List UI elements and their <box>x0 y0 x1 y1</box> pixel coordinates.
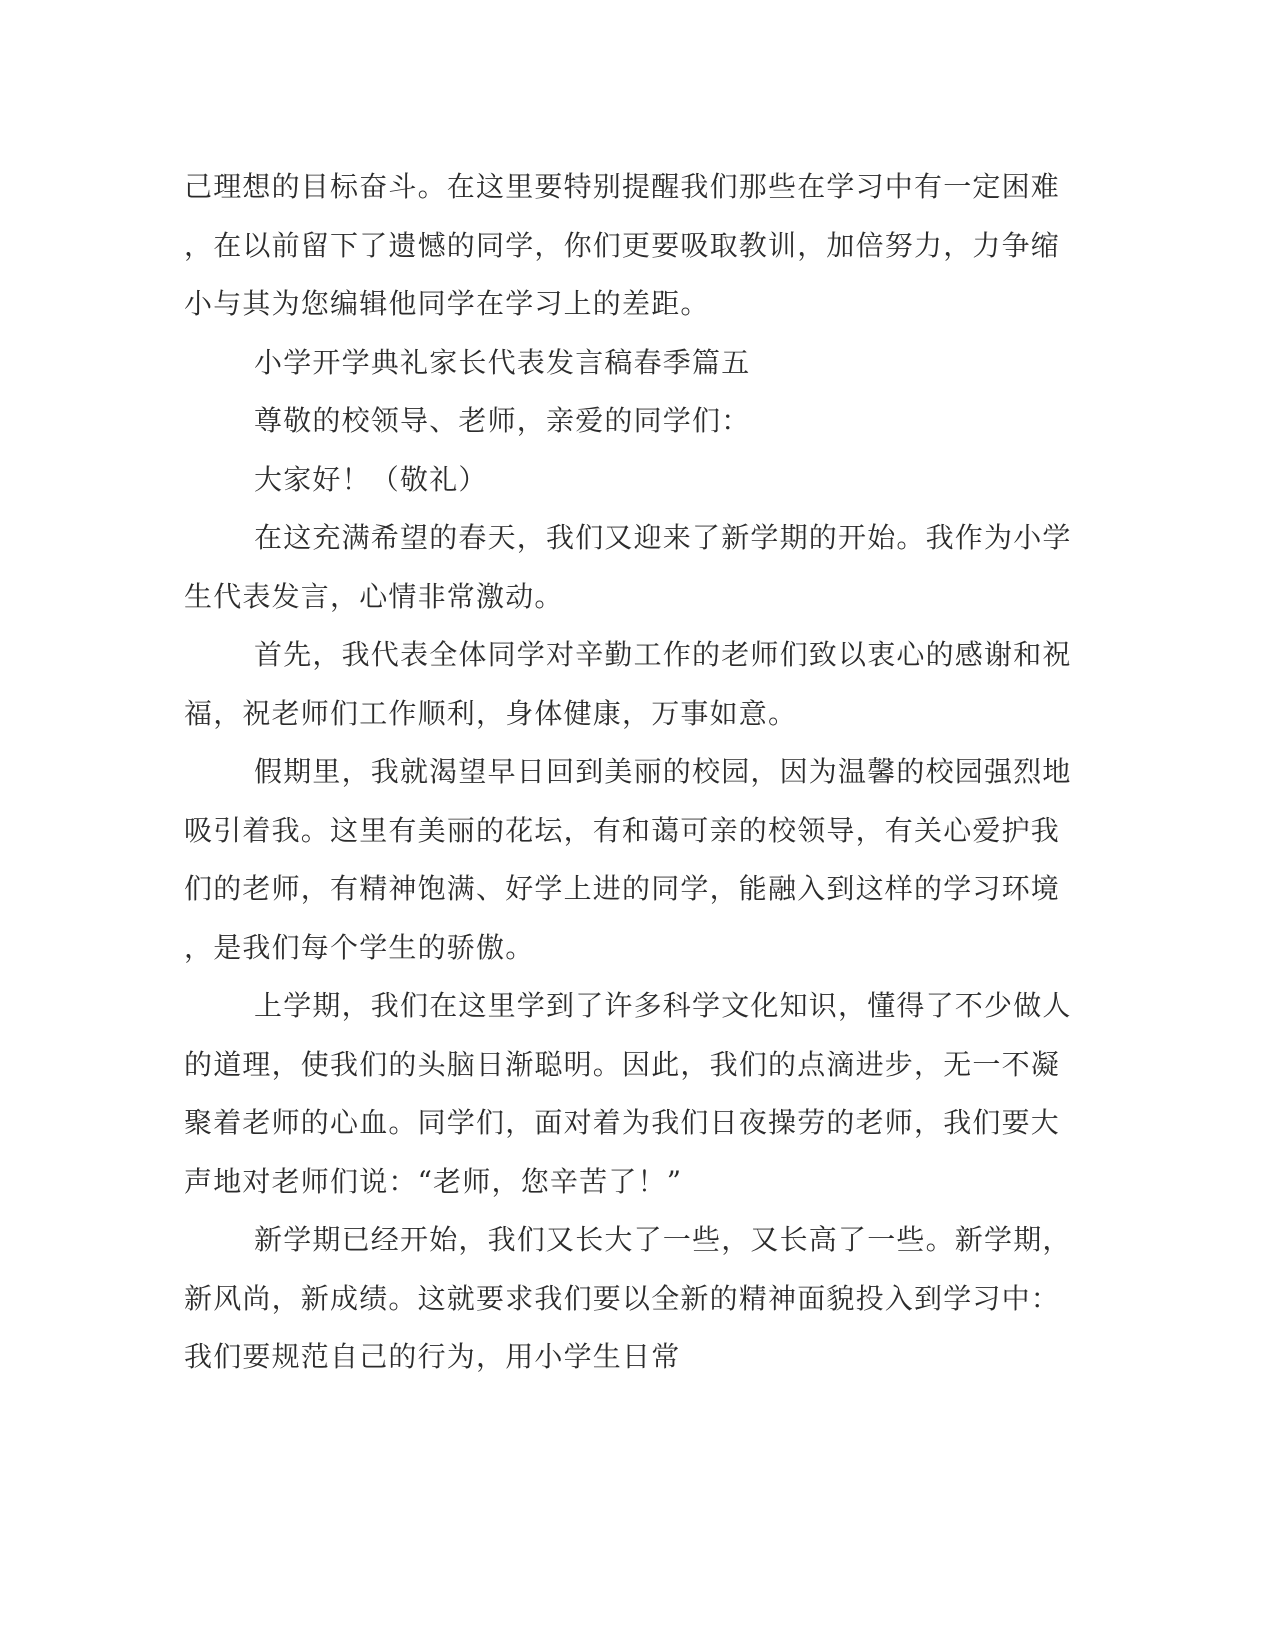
text-line: 新风尚，新成绩。这就要求我们要以全新的精神面貌投入到学习中： <box>184 1281 1061 1315</box>
body-text <box>184 158 1072 1387</box>
text-line: 们的老师，有精神饱满、好学上进的同学，能融入到这样的学习环境 <box>184 872 1061 905</box>
text-line: 新学期已经开始，我们又长大了一些，又长高了一些。新学期， <box>254 1223 1072 1256</box>
salutation: 尊敬的校领导、老师，亲爱的同学们： <box>254 404 751 437</box>
text-line: 的道理，使我们的头脑日渐聪明。因此，我们的点滴进步，无一不凝 <box>184 1047 1061 1081</box>
text-line: ，在以前留下了遗憾的同学，你们更要吸取教训，加倍努力，力争缩 <box>184 228 1061 262</box>
text-line: 我们要规范自己的行为，用小学生日常 <box>184 1340 681 1373</box>
section-heading: 小学开学典礼家长代表发言稿春季篇五 <box>254 345 751 379</box>
text-line: 首先，我代表全体同学对辛勤工作的老师们致以衷心的感谢和祝 <box>254 638 1072 671</box>
text-line: 生代表发言，心情非常激动。 <box>184 579 564 613</box>
text-line: 在这充满希望的春天，我们又迎来了新学期的开始。我作为小学 <box>254 521 1072 554</box>
text-line: 假期里，我就渴望早日回到美丽的校园，因为温馨的校园强烈地 <box>254 755 1072 788</box>
text-line: 声地对老师们说：“老师，您辛苦了！” <box>184 1164 683 1198</box>
text-line: 吸引着我。这里有美丽的花坛，有和蔼可亲的校领导，有关心爱护我 <box>184 813 1061 847</box>
text-line: 上学期，我们在这里学到了许多科学文化知识，懂得了不少做人 <box>254 989 1072 1022</box>
text-line: 己理想的目标奋斗。在这里要特别提醒我们那些在学习中有一定困难 <box>184 170 1061 203</box>
greeting: 大家好！（敬礼） <box>254 462 488 496</box>
text-line: 聚着老师的心血。同学们，面对着为我们日夜操劳的老师，我们要大 <box>184 1106 1061 1139</box>
text-line: 福，祝老师们工作顺利，身体健康，万事如意。 <box>184 696 798 730</box>
text-line: 小与其为您编辑他同学在学习上的差距。 <box>184 287 710 320</box>
text-line: ，是我们每个学生的骄傲。 <box>184 930 535 964</box>
